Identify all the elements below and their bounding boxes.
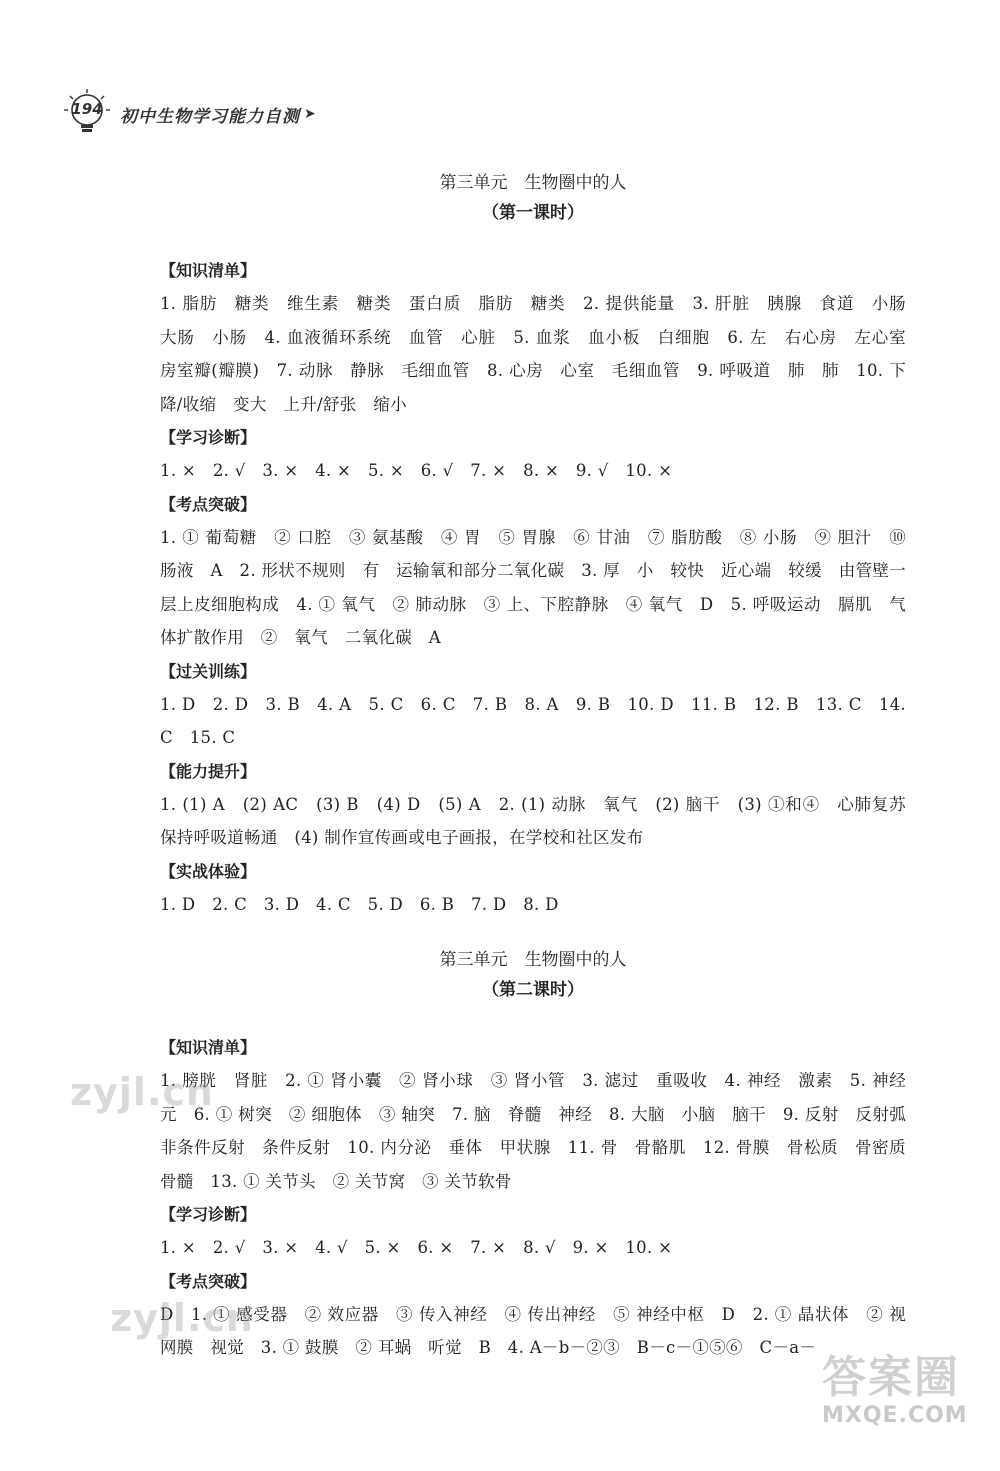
section-text: 1. (1) A (2) AC (3) B (4) D (5) A 2. (1) 动脉 氧气 (2) 脑干 (3) ①和④ 心肺复苏 保持呼吸道畅通 (4) 制作宣传画或电子画报，在学校和社区发布	[160, 794, 923, 847]
page-content	[160, 168, 923, 1365]
book-title: 初中生物学习能力自测	[120, 106, 300, 127]
section-text: 1. × 2. √ 3. × 4. × 5. × 6. √ 7. × 8. × 9. √ 10. ×	[160, 461, 673, 480]
watermark-url: MXQE.COM	[822, 1403, 968, 1428]
section-heading: 【知识清单】	[160, 1038, 257, 1057]
unit-title: 第三单元 生物圈中的人	[439, 950, 627, 970]
lesson-title: （第二课时）	[482, 980, 584, 1000]
corner-watermark	[822, 1341, 982, 1461]
section-text: 1. D 2. D 3. B 4. A 5. C 6. C 7. B 8. A 9. B 10. D 11. B 12. B 13. C 14. C 15. C	[160, 694, 906, 747]
section-heading: 【实战体验】	[160, 861, 257, 881]
arrow-icon: ➤	[304, 106, 316, 122]
watermark: zyjl.cn	[110, 1296, 254, 1340]
page-number: 194	[71, 100, 103, 118]
section-heading: 【过关训练】	[160, 661, 257, 681]
section-heading: 【考点突破】	[160, 1271, 257, 1291]
section-text: 1. D 2. C 3. D 4. C 5. D 6. B 7. D 8. D	[160, 894, 559, 914]
page-header	[62, 88, 316, 140]
lesson-title: （第一课时）	[482, 203, 584, 223]
section-heading: 【考点突破】	[160, 494, 257, 514]
lightbulb-icon	[62, 88, 112, 140]
lesson-2	[160, 945, 923, 1365]
lesson-1	[160, 168, 923, 921]
section-text: 1. 膀胱 肾脏 2. ① 肾小囊 ② 肾小球 ③ 肾小管 3. 滤过 重吸收 4. 神经 激素 5. 神经元 6. ① 树突 ② 细胞体 ③ 轴突 7. 脑 脊髓 神经 8. 大脑 小脑 脑干 9. 反射 反射弧 非条件反射 条件反射 10. 内分泌 垂体 甲状腺 11. 骨 骨骼肌 12. 骨膜 骨松质 骨密质 骨髓 13. ① 关节头 ② 关节窝 ③ 关节软骨	[160, 1071, 923, 1191]
section-text: 1. 脂肪 糖类 维生素 糖类 蛋白质 脂肪 糖类 2. 提供能量 3. 肝脏 胰腺 食道 小肠 大肠 小肠 4. 血液循环系统 血管 心脏 5. 血浆 血小板 白细胞 6. 左 右心房 左心室 房室瓣(瓣膜) 7. 动脉 静脉 毛细血管 8. 心房 心室 毛细血管 9. 呼吸道 肺 肺 10. 下降/收缩 变大 上升/舒张 缩小	[160, 294, 923, 414]
section-text: D 1. ① 感受器 ② 效应器 ③ 传入神经 ④ 传出神经 ⑤ 神经中枢 D 2. ① 晶状体 ② 视网膜 视觉 3. ① 鼓膜 ② 耳蜗 听觉 B 4. A－b－②③ B－c－①⑤⑥ C－a－	[160, 1304, 906, 1357]
unit-title: 第三单元 生物圈中的人	[439, 173, 627, 193]
section-text: 1. × 2. √ 3. × 4. √ 5. × 6. × 7. × 8. √ 9. × 10. ×	[160, 1238, 673, 1257]
watermark-logo-text: 答案圈	[822, 1352, 960, 1403]
section-text: 1. ① 葡萄糖 ② 口腔 ③ 氨基酸 ④ 胃 ⑤ 胃腺 ⑥ 甘油 ⑦ 脂肪酸 ⑧ 小肠 ⑨ 胆汁 ⑩ 肠液 A 2. 形状不规则 有 运输氧和部分二氧化碳 3. 厚 小 较快 近心端 较缓 由管壁一层上皮细胞构成 4. ① 氧气 ② 肺动脉 ③ 上、下腔静脉 ④ 氧气 D 5. 呼吸运动 膈肌 气体扩散作用 ② 氧气 二氧化碳 A	[160, 527, 906, 647]
section-heading: 【学习诊断】	[160, 1205, 257, 1224]
watermark: zyjl.cn	[70, 1070, 214, 1114]
section-heading: 【学习诊断】	[160, 428, 257, 447]
section-heading: 【知识清单】	[160, 261, 257, 280]
section-heading: 【能力提升】	[160, 761, 257, 781]
